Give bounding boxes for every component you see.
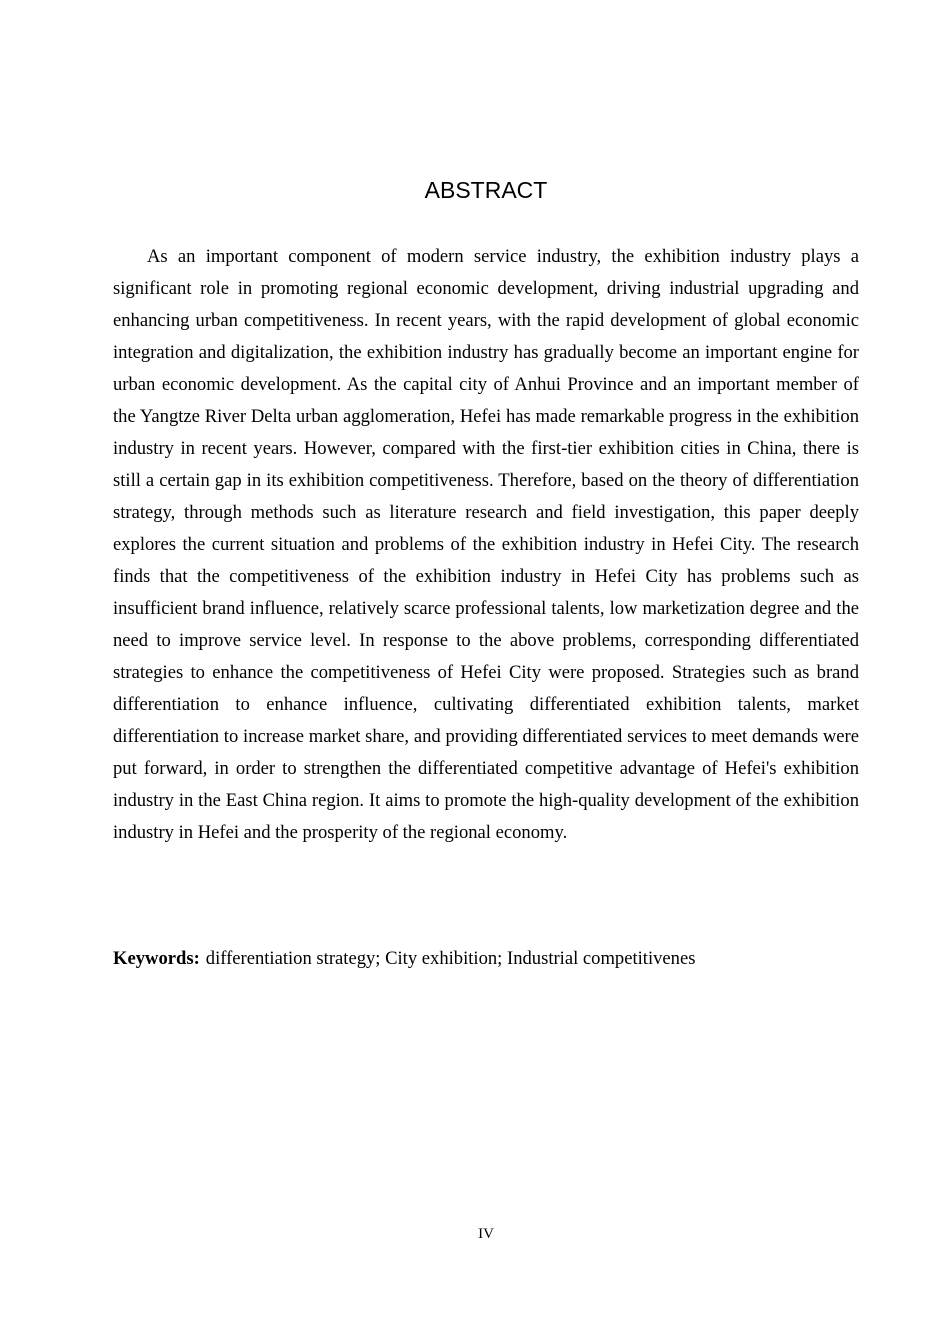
keywords-label: Keywords: [113,948,200,969]
abstract-title: ABSTRACT [424,177,548,203]
keywords-text: differentiation strategy; City exhibition; Industrial competitivenes [205,948,696,969]
abstract-body: As an important component of modern service industry, the exhibition industry plays a significant role in promoting regional economic development, driving industrial upgrading and enhancing urban competitiveness. In recent years, with the rapid development of global economic integration and digitalization, the exhibition industry has gradually become an important engine for urban economic development. As the capital city of Anhui Province and an important member of the Yangtze River Delta urban agglomeration, Hefei has made remarkable progress in the exhibition industry in recent years. However, compared with the first-tier exhibition cities in China, there is still a certain gap in its exhibition competitiveness. Therefore, based on the theory of differentiation strategy, through methods such as literature research and field investigation, this paper deeply explores the current situation and problems of the exhibition industry in Hefei City. The research finds that the competitiveness of the exhibition industry in Hefei City has problems such as insufficient brand influence, relatively scarce professional talents, low marketization degree and the need to improve service level. In response to the above problems, corresponding differentiated strategies to enhance the competitiveness of Hefei City were proposed. Strategies such as brand differentiation to enhance influence, cultivating differentiated exhibition talents, market differentiation to increase market share, and providing differentiated services to meet demands were put forward, in order to strengthen the differentiated competitive advantage of Hefei's exhibition industry in the East China region. It aims to promote the high-quality development of the exhibition industry in Hefei and the prosperity of the regional economy. [113,246,859,843]
page-number: IV [478,1226,494,1242]
keywords-line [113,943,859,975]
